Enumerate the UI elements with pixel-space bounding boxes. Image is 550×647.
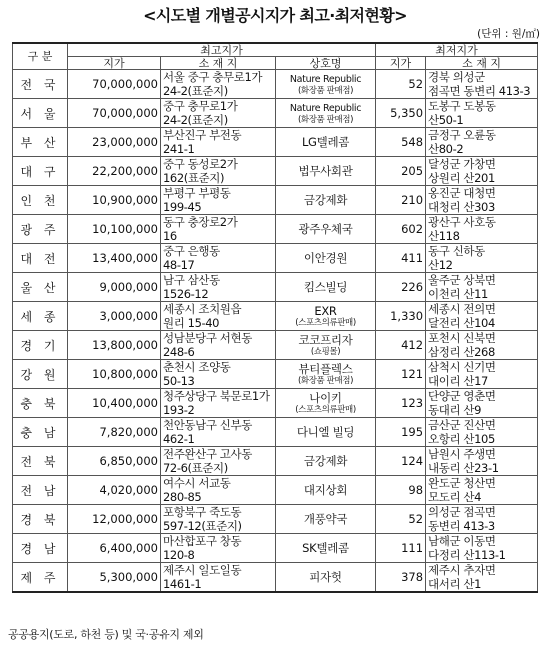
store-name: 뷰티플렉스 — [298, 361, 353, 376]
highest-address-line1: 중구 충무로1가 — [163, 99, 238, 113]
highest-address-line2: 280-85 — [163, 490, 202, 504]
highest-address-line2: 199-45 — [163, 200, 202, 214]
highest-address-line2: 1461-1 — [163, 577, 202, 591]
lowest-address-cell — [426, 563, 538, 593]
store-name: 금강제화 — [303, 192, 348, 207]
table-row — [13, 447, 538, 476]
highest-address-line2: 16 — [163, 229, 177, 243]
lowest-address-cell — [426, 505, 538, 534]
highest-address-line1: 전주완산구 고사동 — [163, 447, 252, 461]
store-name: 법무사회관 — [298, 163, 353, 178]
highest-address-cell — [161, 157, 276, 186]
store-name: 피자헛 — [309, 569, 342, 584]
highest-address-line2: 193-2 — [163, 403, 195, 417]
region-cell: 전 북 — [13, 447, 68, 476]
highest-address-line1: 천안동남구 신부동 — [163, 418, 252, 432]
store-name-cell — [276, 331, 376, 360]
lowest-address-line2: 모도리 산4 — [428, 490, 482, 504]
store-name-cell — [276, 447, 376, 476]
region-cell: 인 천 — [13, 186, 68, 215]
highest-address-cell — [161, 389, 276, 418]
store-name-cell — [276, 128, 376, 157]
highest-address-cell — [161, 447, 276, 476]
lowest-address-line1: 세종시 전의면 — [428, 302, 496, 316]
table-row — [13, 99, 538, 128]
highest-address-line2: 48-17 — [163, 258, 195, 272]
lowest-price-cell: 195 — [376, 418, 426, 447]
highest-address-line1: 남구 삼산동 — [163, 273, 220, 287]
highest-price-cell: 4,020,000 — [68, 476, 161, 505]
lowest-address-line1: 남원시 주생면 — [428, 447, 496, 461]
table-row — [13, 70, 538, 99]
store-name: 코코프리자 — [298, 332, 353, 347]
store-name-cell — [276, 389, 376, 418]
region-cell: 제 주 — [13, 563, 68, 593]
highest-price-cell: 6,400,000 — [68, 534, 161, 563]
lowest-price-cell: 121 — [376, 360, 426, 389]
header-low-address: 소 재 지 — [426, 57, 538, 70]
lowest-address-line1: 달성군 가창면 — [428, 157, 496, 171]
lowest-address-line2: 이천리 산11 — [428, 287, 488, 301]
highest-price-cell: 12,000,000 — [68, 505, 161, 534]
lowest-address-line2: 산118 — [428, 229, 460, 243]
highest-address-cell — [161, 244, 276, 273]
lowest-address-cell — [426, 157, 538, 186]
lowest-address-line2: 동변리 413-3 — [428, 519, 495, 533]
lowest-price-cell: 1,330 — [376, 302, 426, 331]
header-high-address: 소 재 지 — [161, 57, 276, 70]
highest-address-line1: 제주시 일도일동 — [163, 563, 242, 577]
table-row — [13, 244, 538, 273]
lowest-address-line1: 울주군 상북면 — [428, 273, 496, 287]
lowest-address-cell — [426, 244, 538, 273]
lowest-address-line1: 동구 신하동 — [428, 244, 485, 258]
highest-address-line1: 중구 동성로2가 — [163, 157, 238, 171]
lowest-address-cell — [426, 99, 538, 128]
lowest-address-line1: 포천시 신북면 — [428, 331, 496, 345]
highest-address-cell — [161, 273, 276, 302]
store-name-cell — [276, 302, 376, 331]
lowest-address-line2: 점곡면 동변리 413-3 — [428, 84, 531, 98]
lowest-address-line2: 다정리 산113-1 — [428, 548, 506, 562]
store-type: (화장품 판매점) — [298, 114, 354, 125]
region-cell: 전 국 — [13, 70, 68, 99]
store-name: 다니엘 빌딩 — [296, 424, 355, 439]
highest-address-line1: 성남분당구 서현동 — [163, 331, 252, 345]
store-name: 광주우체국 — [298, 221, 353, 236]
page-title: <시도별 개별공시지가 최고·최저현황> — [143, 6, 407, 25]
highest-address-cell — [161, 186, 276, 215]
region-cell: 경 북 — [13, 505, 68, 534]
lowest-address-line1: 옹진군 대청면 — [428, 186, 496, 200]
table-row — [13, 476, 538, 505]
highest-address-line2: 24-2(표준지) — [163, 84, 228, 98]
table-row — [13, 331, 538, 360]
highest-address-line2: 72-6(표준지) — [163, 461, 228, 475]
lowest-address-cell — [426, 534, 538, 563]
store-name-cell — [276, 360, 376, 389]
lowest-price-cell: 123 — [376, 389, 426, 418]
highest-address-line2: 24-2(표준지) — [163, 113, 228, 127]
highest-price-cell: 3,000,000 — [68, 302, 161, 331]
unit-label: (단위 : 원/㎡) — [477, 28, 540, 40]
lowest-address-line1: 제주시 추자면 — [428, 563, 496, 577]
highest-price-cell: 10,100,000 — [68, 215, 161, 244]
store-name: 금강제화 — [303, 453, 348, 468]
highest-address-cell — [161, 534, 276, 563]
lowest-address-line2: 산50-1 — [428, 113, 464, 127]
lowest-address-cell — [426, 70, 538, 99]
highest-address-line1: 춘천시 조양동 — [163, 360, 231, 374]
header-highest: 최고지가 — [68, 43, 376, 57]
highest-price-cell: 6,850,000 — [68, 447, 161, 476]
highest-address-line2: 162(표준지) — [163, 171, 225, 185]
store-name-cell — [276, 418, 376, 447]
lowest-address-line2: 대서리 산1 — [428, 577, 482, 591]
table-row — [13, 186, 538, 215]
lowest-address-line1: 완도군 청산면 — [428, 476, 496, 490]
lowest-address-cell — [426, 215, 538, 244]
table-row — [13, 360, 538, 389]
table-row — [13, 157, 538, 186]
header-low-price: 지가 — [376, 57, 426, 70]
region-cell: 세 종 — [13, 302, 68, 331]
lowest-address-cell — [426, 418, 538, 447]
highest-price-cell: 13,400,000 — [68, 244, 161, 273]
table-row — [13, 128, 538, 157]
store-name: LG텔레콤 — [301, 134, 350, 149]
lowest-price-cell: 226 — [376, 273, 426, 302]
lowest-address-line1: 남해군 이동면 — [428, 534, 496, 548]
region-cell: 강 원 — [13, 360, 68, 389]
highest-address-line2: 248-6 — [163, 345, 195, 359]
lowest-address-cell — [426, 331, 538, 360]
table-row — [13, 302, 538, 331]
table-row — [13, 534, 538, 563]
highest-price-cell: 10,800,000 — [68, 360, 161, 389]
lowest-price-cell: 52 — [376, 505, 426, 534]
lowest-address-line2: 달전리 산104 — [428, 316, 495, 330]
lowest-address-line2: 동대리 산9 — [428, 403, 482, 417]
lowest-address-cell — [426, 186, 538, 215]
highest-price-cell: 10,900,000 — [68, 186, 161, 215]
highest-price-cell: 70,000,000 — [68, 99, 161, 128]
lowest-address-cell — [426, 302, 538, 331]
lowest-address-line1: 단양군 영춘면 — [428, 389, 496, 403]
lowest-address-line2: 대청리 산303 — [428, 200, 495, 214]
highest-address-cell — [161, 302, 276, 331]
store-name-cell — [276, 157, 376, 186]
highest-address-cell — [161, 476, 276, 505]
footnote: 공공용지(도로, 하천 등) 및 국·공유지 제외 — [8, 628, 204, 641]
highest-price-cell: 13,800,000 — [68, 331, 161, 360]
table-row — [13, 563, 538, 593]
store-name-cell — [276, 99, 376, 128]
highest-address-line2: 241-1 — [163, 142, 195, 156]
header-lowest: 최저지가 — [376, 43, 538, 57]
lowest-price-cell: 210 — [376, 186, 426, 215]
highest-address-line1: 청주상당구 북문로1가 — [163, 389, 270, 403]
lowest-price-cell: 52 — [376, 70, 426, 99]
highest-address-line2: 50-13 — [163, 374, 195, 388]
store-name: 나이키 — [309, 390, 342, 405]
lowest-address-cell — [426, 447, 538, 476]
lowest-address-cell — [426, 128, 538, 157]
store-type: (스포츠의류판매) — [295, 317, 356, 328]
highest-price-cell: 5,300,000 — [68, 563, 161, 593]
store-name-cell — [276, 244, 376, 273]
highest-address-cell — [161, 360, 276, 389]
lowest-address-line1: 금정구 오륜동 — [428, 128, 496, 142]
lowest-price-cell: 548 — [376, 128, 426, 157]
highest-address-line2: 120-8 — [163, 548, 195, 562]
land-price-table — [12, 42, 538, 593]
store-name-cell — [276, 273, 376, 302]
lowest-address-line2: 오항리 산105 — [428, 432, 495, 446]
lowest-address-line1: 광산구 사호동 — [428, 215, 496, 229]
store-name: 이안경원 — [303, 250, 348, 265]
highest-address-cell — [161, 418, 276, 447]
lowest-address-line1: 의성군 점곡면 — [428, 505, 496, 519]
highest-address-line1: 서울 중구 충무로1가 — [163, 70, 263, 84]
highest-address-line1: 동구 충장로2가 — [163, 215, 238, 229]
lowest-address-cell — [426, 389, 538, 418]
store-name: 개풍약국 — [303, 511, 348, 526]
region-cell: 경 남 — [13, 534, 68, 563]
lowest-price-cell: 5,350 — [376, 99, 426, 128]
store-name-cell — [276, 476, 376, 505]
lowest-address-cell — [426, 476, 538, 505]
table-body — [13, 70, 538, 593]
highest-address-cell — [161, 215, 276, 244]
header-high-price: 지가 — [68, 57, 161, 70]
highest-address-cell — [161, 70, 276, 99]
store-type: (쇼핑몰) — [310, 346, 341, 357]
lowest-price-cell: 411 — [376, 244, 426, 273]
region-cell: 대 전 — [13, 244, 68, 273]
lowest-price-cell: 378 — [376, 563, 426, 593]
highest-address-cell — [161, 128, 276, 157]
highest-address-cell — [161, 99, 276, 128]
lowest-price-cell: 602 — [376, 215, 426, 244]
store-name: Nature Republic — [289, 73, 362, 85]
lowest-address-cell — [426, 360, 538, 389]
region-cell: 경 기 — [13, 331, 68, 360]
region-cell: 충 북 — [13, 389, 68, 418]
region-cell: 대 구 — [13, 157, 68, 186]
store-name-cell — [276, 186, 376, 215]
store-name-cell — [276, 534, 376, 563]
lowest-address-line2: 산12 — [428, 258, 453, 272]
highest-address-line1: 중구 은행동 — [163, 244, 220, 258]
region-cell: 울 산 — [13, 273, 68, 302]
table-row — [13, 215, 538, 244]
highest-address-cell — [161, 505, 276, 534]
header-store: 상호명 — [276, 57, 376, 70]
store-name: 킴스빌딩 — [303, 279, 348, 294]
store-type: (스포츠의류판매) — [295, 404, 356, 415]
table-row — [13, 273, 538, 302]
highest-address-line1: 포항북구 죽도동 — [163, 505, 242, 519]
lowest-price-cell: 98 — [376, 476, 426, 505]
store-name-cell — [276, 215, 376, 244]
lowest-address-line2: 상원리 산201 — [428, 171, 495, 185]
highest-address-line1: 부평구 부평동 — [163, 186, 231, 200]
lowest-address-line1: 삼척시 신기면 — [428, 360, 496, 374]
highest-address-line2: 462-1 — [163, 432, 195, 446]
table-row — [13, 505, 538, 534]
highest-address-cell — [161, 563, 276, 593]
lowest-address-line1: 경북 의성군 — [428, 70, 485, 84]
highest-price-cell: 22,200,000 — [68, 157, 161, 186]
highest-address-line1: 부산진구 부전동 — [163, 128, 242, 142]
header-region: 구 분 — [13, 43, 68, 70]
lowest-address-line2: 삼정리 산268 — [428, 345, 495, 359]
highest-address-line1: 마산합포구 창동 — [163, 534, 242, 548]
lowest-address-line1: 금산군 진산면 — [428, 418, 496, 432]
store-name: 대지상회 — [303, 482, 348, 497]
store-type: (화장품 판매점) — [298, 375, 354, 386]
highest-address-line1: 세종시 조치원읍 — [163, 302, 242, 316]
lowest-price-cell: 124 — [376, 447, 426, 476]
region-cell: 광 주 — [13, 215, 68, 244]
lowest-address-line2: 내동리 산23-1 — [428, 461, 499, 475]
highest-address-line2: 원리 15-40 — [163, 316, 220, 330]
highest-price-cell: 70,000,000 — [68, 70, 161, 99]
table-row — [13, 389, 538, 418]
region-cell: 서 울 — [13, 99, 68, 128]
highest-price-cell: 23,000,000 — [68, 128, 161, 157]
store-name: EXR — [314, 303, 337, 318]
store-name-cell — [276, 505, 376, 534]
lowest-address-line1: 도봉구 도봉동 — [428, 99, 496, 113]
lowest-price-cell: 412 — [376, 331, 426, 360]
lowest-address-cell — [426, 273, 538, 302]
lowest-address-line2: 산80-2 — [428, 142, 464, 156]
store-name-cell — [276, 563, 376, 593]
highest-address-line2: 1526-12 — [163, 287, 209, 301]
store-name: SK텔레콤 — [302, 540, 349, 555]
region-cell: 부 산 — [13, 128, 68, 157]
highest-address-line1: 여수시 서교동 — [163, 476, 231, 490]
highest-address-line2: 597-12(표준지) — [163, 519, 242, 533]
region-cell: 전 남 — [13, 476, 68, 505]
lowest-address-line2: 대이리 산17 — [428, 374, 488, 388]
table-row — [13, 418, 538, 447]
highest-price-cell: 10,400,000 — [68, 389, 161, 418]
store-type: (화장품 판매점) — [298, 85, 354, 96]
region-cell: 충 남 — [13, 418, 68, 447]
highest-address-cell — [161, 331, 276, 360]
store-name: Nature Republic — [289, 102, 362, 114]
lowest-price-cell: 205 — [376, 157, 426, 186]
highest-price-cell: 9,000,000 — [68, 273, 161, 302]
lowest-price-cell: 111 — [376, 534, 426, 563]
highest-price-cell: 7,820,000 — [68, 418, 161, 447]
store-name-cell — [276, 70, 376, 99]
